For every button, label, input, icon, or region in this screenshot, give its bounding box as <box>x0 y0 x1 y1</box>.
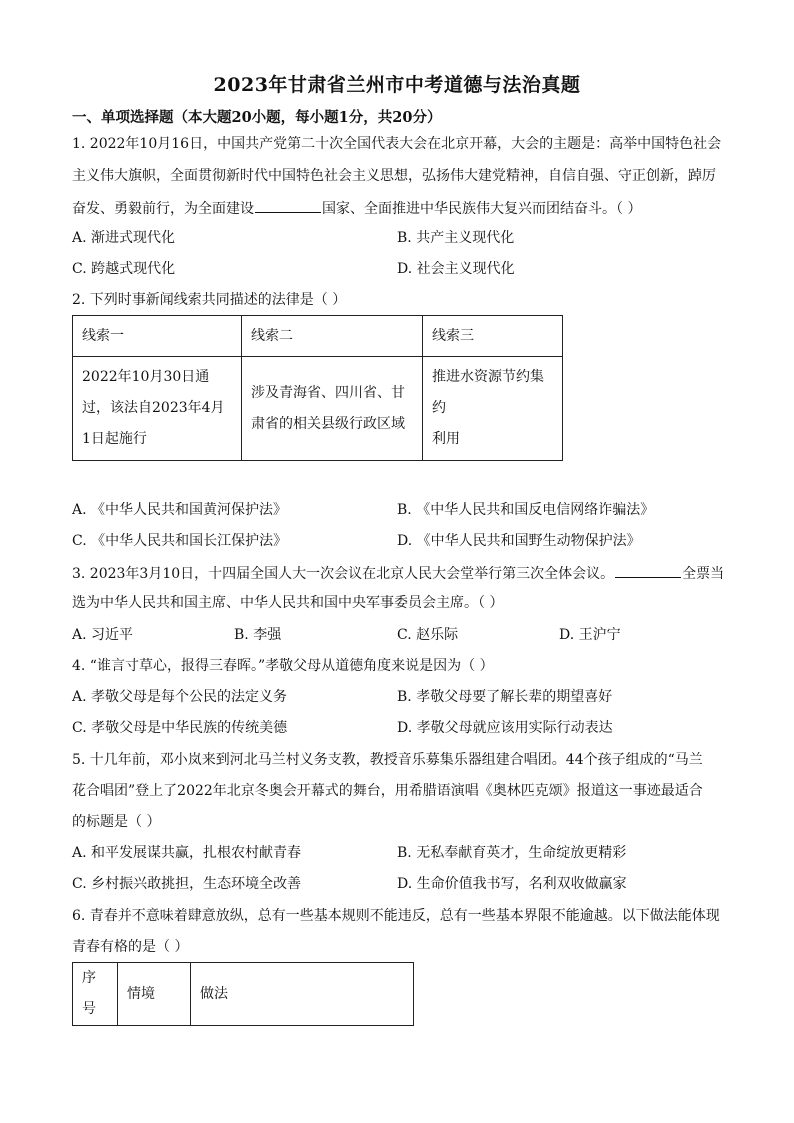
q1-option-b[interactable]: B. 共产主义现代化 <box>397 230 515 246</box>
q1-line-2: 主义伟大旗帜，全面贯彻新时代中国特色社会主义思想，弘扬伟大建党精神，自信自强、守正创新，踔厉 <box>72 168 716 184</box>
q4-option-d[interactable]: D. 孝敬父母就应该用实际行动表达 <box>397 720 613 736</box>
table-header-row <box>73 316 563 357</box>
page-title: 2023年甘肃省兰州市中考道德与法治真题 <box>213 74 581 96</box>
q1-line-3-start: 奋发、勇毅前行，为全面建设 <box>72 201 254 217</box>
clue-one-line: 过，该法自2023年4月 <box>82 400 225 416</box>
q1-option-c[interactable]: C. 跨越式现代化 <box>72 261 176 277</box>
clue-two-cell <box>242 357 423 461</box>
q1-answer-blank <box>255 198 321 213</box>
q2-stem: 2. 下列时事新闻线索共同描述的法律是（ ） <box>72 292 347 308</box>
table-row <box>73 357 563 461</box>
q1-line-1: 1. 2022年10月16日，中国共产党第二十次全国代表大会在北京开幕，大会的主题是：高举中国特色社会 <box>72 136 722 152</box>
table-header-cell: 线索一 <box>73 316 242 357</box>
q5-option-c[interactable]: C. 乡村振兴敢挑担，生态环境全改善 <box>72 876 302 892</box>
q1-line-3-end: 国家、全面推进中华民族伟大复兴而团结奋斗。（ ） <box>322 201 642 217</box>
clue-three-line: 利用 <box>432 431 460 447</box>
clue-one-line: 2022年10月30日通 <box>82 369 210 385</box>
q3-line-1-end: 全票当 <box>682 566 725 582</box>
q5-option-a[interactable]: A. 和平发展谋共赢，扎根农村献青春 <box>72 845 302 861</box>
table-header-cell: 线索二 <box>242 316 423 357</box>
q5-line-2: 花合唱团”登上了2022年北京冬奥会开幕式的舞台，用希腊语演唱《奥林匹克颂》报道这一事迹最适合 <box>72 783 703 799</box>
q3-line-2: 选为中华人民共和国主席、中华人民共和国中央军事委员会主席。（ ） <box>72 595 504 611</box>
q2-option-a[interactable]: A. 《中华人民共和国黄河保护法》 <box>72 502 288 518</box>
table-header-row <box>73 963 414 1026</box>
q1-option-d[interactable]: D. 社会主义现代化 <box>397 261 515 277</box>
q6-line-2: 青春有格的是（ ） <box>72 939 189 955</box>
q4-option-b[interactable]: B. 孝敬父母要了解长辈的期望喜好 <box>397 689 613 705</box>
q5-line-3: 的标题是（ ） <box>72 814 161 830</box>
q4-stem: 4. “谁言寸草心，报得三春晖。”孝敬父母从道德角度来说是因为（ ） <box>72 658 494 674</box>
clue-one-line: 1日起施行 <box>82 431 147 447</box>
q4-option-c[interactable]: C. 孝敬父母是中华民族的传统美德 <box>72 720 288 736</box>
q2-option-b[interactable]: B. 《中华人民共和国反电信网络诈骗法》 <box>397 502 655 518</box>
q3-line-1-start: 3. 2023年3月10日，十四届全国人大一次会议在北京人民大会堂举行第三次全体会议。 <box>72 566 615 582</box>
q5-option-d[interactable]: D. 生命价值我书写，名利双收做赢家 <box>397 876 627 892</box>
q2-option-d[interactable]: D. 《中华人民共和国野生动物保护法》 <box>397 533 641 549</box>
q3-option-d[interactable]: D. 王沪宁 <box>559 627 621 643</box>
q1-option-a[interactable]: A. 渐进式现代化 <box>72 230 176 246</box>
q6-situation-table <box>72 962 414 1026</box>
q3-answer-blank <box>615 563 681 578</box>
section-heading: 一、单项选择题（本大题20小题，每小题1分，共20分） <box>72 109 442 126</box>
q6-line-1: 6. 青春并不意味着肆意放纵，总有一些基本规则不能违反，总有一些基本界限不能逾越。以下做法能体现 <box>72 908 720 924</box>
clue-two-line: 肃省的相关县级行政区域 <box>251 415 405 432</box>
clue-three-cell <box>423 357 563 461</box>
q3-line-1 <box>72 563 724 583</box>
q5-line-1: 5. 十几年前，邓小岚来到河北马兰村义务支教，教授音乐募集乐器组建合唱团。44个孩子组成的“马兰 <box>72 752 703 768</box>
q5-option-b[interactable]: B. 无私奉献育英才，生命绽放更精彩 <box>397 845 627 861</box>
q3-option-c[interactable]: C. 赵乐际 <box>397 627 459 643</box>
clue-one-cell <box>73 357 242 461</box>
clue-three-line: 推进水资源节约集约 <box>432 369 544 416</box>
q3-option-b[interactable]: B. 李强 <box>234 627 282 643</box>
q2-clue-table <box>72 315 563 461</box>
q3-option-a[interactable]: A. 习近平 <box>72 627 134 643</box>
table-header-cell: 情境 <box>118 963 191 1026</box>
table-header-cell: 做法 <box>191 963 414 1026</box>
clue-two-line: 涉及青海省、四川省、甘 <box>251 384 405 401</box>
table-header-cell: 序号 <box>73 963 118 1026</box>
q4-option-a[interactable]: A. 孝敬父母是每个公民的法定义务 <box>72 689 288 705</box>
q1-line-3 <box>72 198 641 218</box>
q2-option-c[interactable]: C. 《中华人民共和国长江保护法》 <box>72 533 288 549</box>
table-header-cell: 线索三 <box>423 316 563 357</box>
